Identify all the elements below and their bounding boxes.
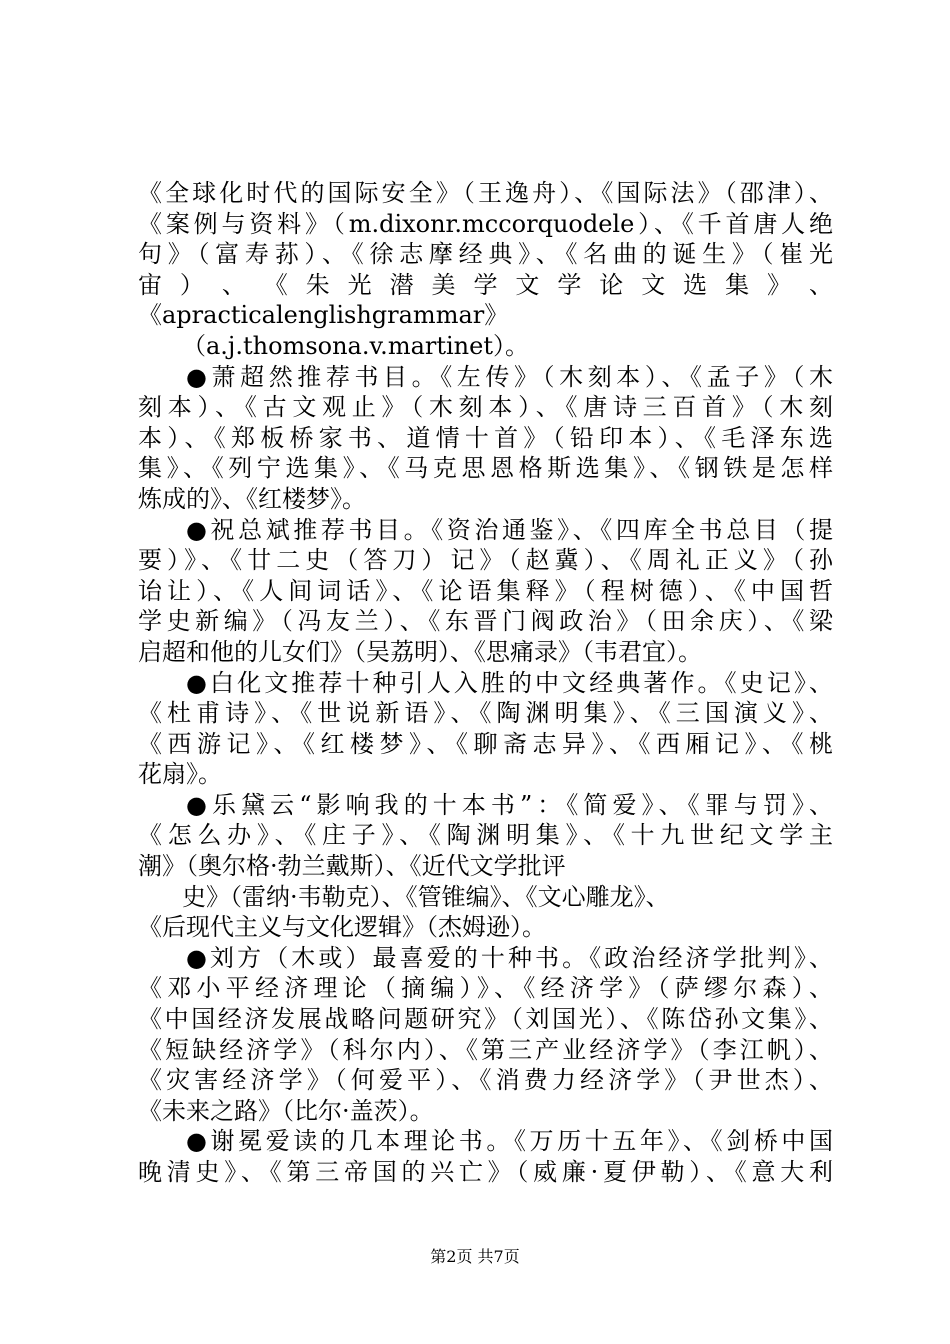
text-line: 本）、《郑板桥家书、道情十首》（铅印本）、《毛泽东选 (138, 423, 833, 452)
paragraph-start-line: ●白化文推荐十种引人入胜的中文经典著作。《史记》、 (186, 668, 833, 697)
document-body (138, 178, 833, 1188)
text-line: 晚清史》、《第三帝国的兴亡》（威廉·夏伊勒）、《意大利 (138, 1158, 833, 1186)
text-line: 炼成的》、《红楼梦》。 (138, 484, 366, 513)
text-line: 学史新编》（冯友兰）、《东晋门阀政治》（田余庆）、《梁 (138, 607, 833, 636)
text-line: 句》（富寿荪）、《徐志摩经典》、《名曲的诞生》（崔光 (138, 240, 833, 269)
paragraph-start-line: ●谢冕爱读的几本理论书。《万历十五年》、《剑桥中国 (186, 1127, 833, 1156)
text-line: 诒让）、《人间词话》、《论语集释》（程树德）、《中国哲 (138, 576, 833, 605)
text-line: 《后现代主义与文化逻辑》（杰姆逊）。 (138, 913, 546, 942)
text-line: （a.j.thomsona.v.martinet）。 (182, 331, 529, 360)
paragraph-start-line: ●刘方（木或）最喜爱的十种书。《政治经济学批判》、 (186, 943, 833, 972)
paragraph-start-line: ●乐黛云“影响我的十本书”：《简爱》、《罪与罚》、 (186, 790, 833, 819)
text-line: 《apracticalenglishgrammar》 (138, 301, 509, 330)
text-line: 《全球化时代的国际安全》（王逸舟）、《国际法》（邵津）、 (138, 179, 833, 207)
text-line: 《案例与资料》（m.dixonr.mccorquodele）、《千首唐人绝 (138, 209, 833, 238)
text-line: 《短缺经济学》（科尔内）、《第三产业经济学》（李江帆）、 (138, 1035, 833, 1064)
text-line: 集》、《列宁选集》、《马克思恩格斯选集》、《钢铁是怎样 (138, 454, 833, 483)
text-line: 《未来之路》（比尔·盖茨）。 (138, 1096, 434, 1125)
page-number-label: 第2页 共7页 (430, 1247, 520, 1266)
text-line: 《杜甫诗》、《世说新语》、《陶渊明集》、《三国演义》、 (138, 699, 833, 728)
text-line: 《中国经济发展战略问题研究》（刘国光）、《陈岱孙文集》、 (138, 1005, 833, 1034)
text-line: 花扇》。 (138, 760, 222, 789)
paragraph-start-line: ●祝总斌推荐书目。《资治通鉴》、《四库全书总目（提 (186, 515, 833, 544)
text-line: 潮》（奥尔格·勃兰戴斯）、《近代文学批评 (138, 852, 566, 881)
page-footer (0, 1244, 950, 1267)
text-line: 《西游记》、《红楼梦》、《聊斋志异》、《西厢记》、《桃 (138, 729, 833, 758)
text-line: 要）》、《廿二史（答刀）记》（赵冀）、《周礼正义》（孙 (138, 546, 833, 575)
text-line: 启超和他的儿女们》（吴荔明）、《思痛录》（韦君宜）。 (138, 637, 702, 666)
paragraph-start-line: ●萧超然推荐书目。《左传》（木刻本）、《孟子》（木 (186, 362, 833, 391)
text-line: 《灾害经济学》（何爱平）、《消费力经济学》（尹世杰）、 (138, 1066, 833, 1095)
text-line: 刻本）、《古文观止》（木刻本）、《唐诗三百首》（木刻 (138, 393, 833, 422)
text-line: 宙 ） 、 《 朱 光 潜 美 学 文 学 论 文 选 集 》 、 (138, 270, 833, 299)
text-line: 《邓小平经济理论（摘编）》、《经济学》（萨缪尔森）、 (138, 974, 833, 1003)
text-line: 《怎么办》、《庄子》、《陶渊明集》、《十九世纪文学主 (138, 821, 833, 850)
text-line: 史》（雷纳·韦勒克）、《管锥编》、《文心雕龙》、 (182, 882, 670, 911)
